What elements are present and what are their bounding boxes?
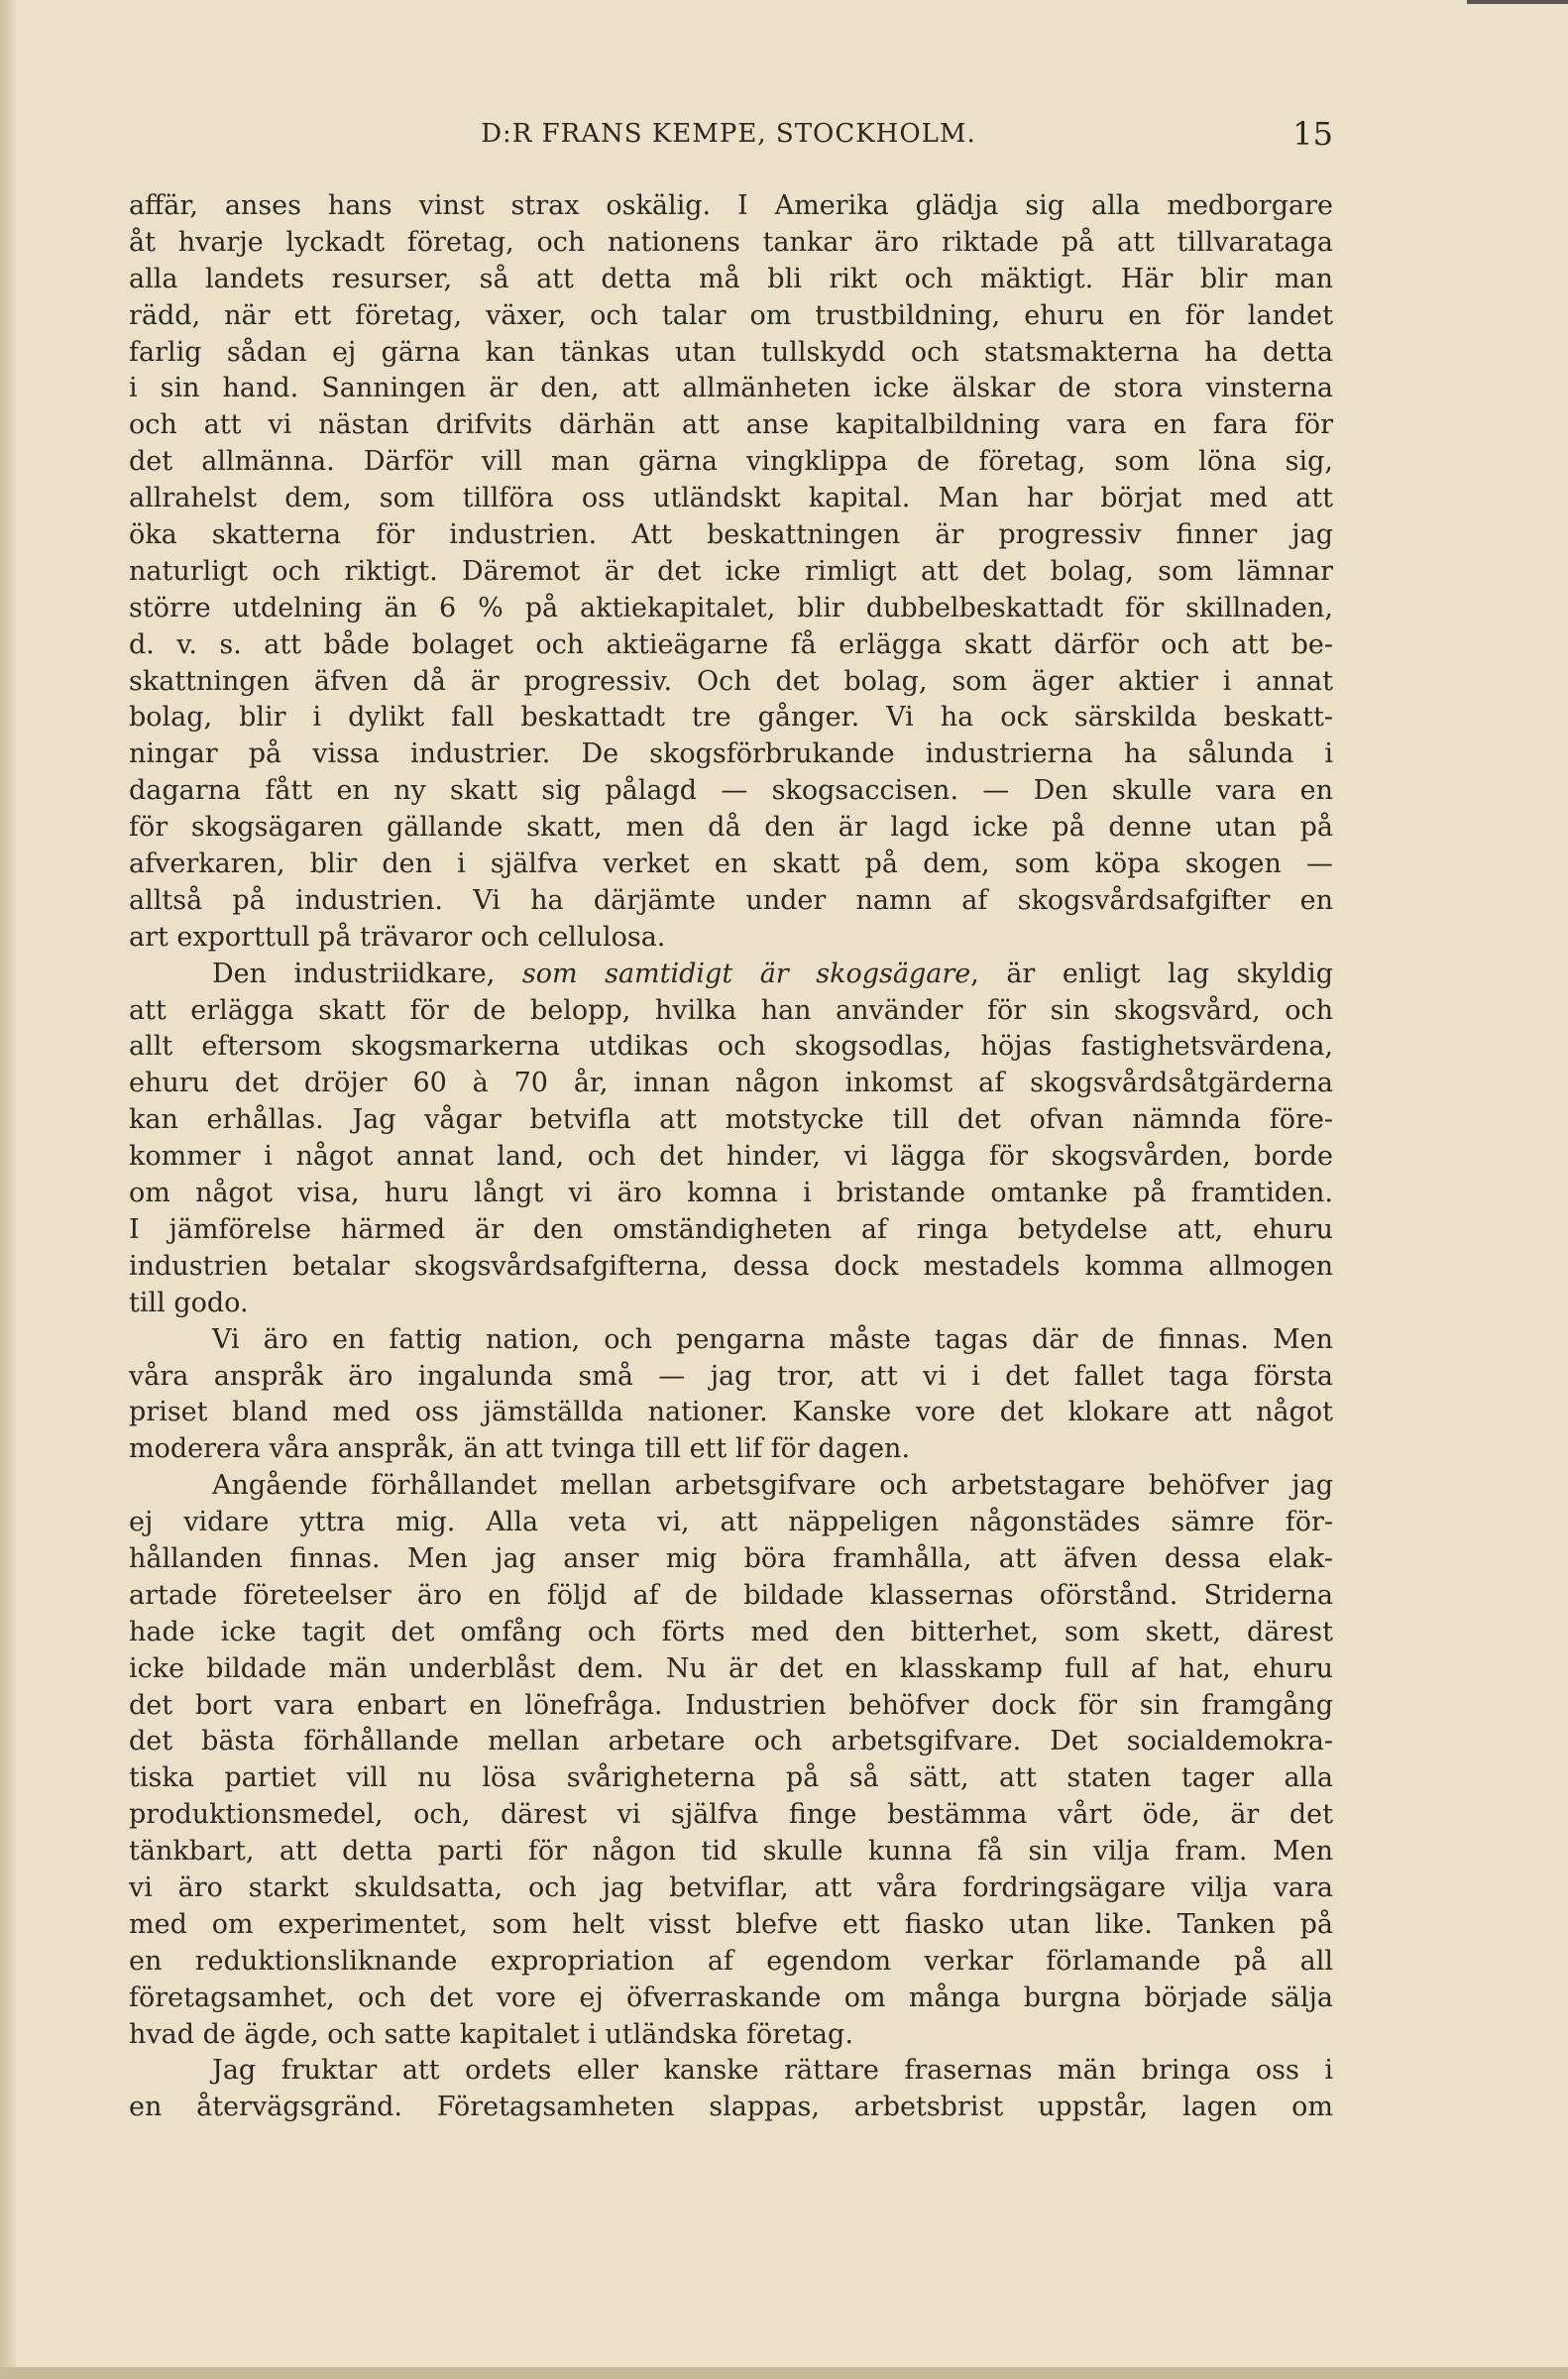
paragraph-4 xyxy=(129,1468,1333,2053)
text-line: industrien betalar skogsvårdsafgifterna, dessa dock mestadels komma allmogen xyxy=(129,1250,1333,1282)
text-line: med om experimentet, som helt visst blefve ett fiasko utan like. Tanken på xyxy=(129,1908,1333,1940)
text-line: bolag, blir i dylikt fall beskattadt tre gånger. Vi ha ock särskilda beskatt- xyxy=(129,702,1333,734)
text-line: alltså på industrien. Vi ha därjämte under namn af skogsvårdsafgifter en xyxy=(129,884,1333,916)
text-line: art exporttull på trävaror och cellulosa. xyxy=(129,921,666,953)
text-line: företagsamhet, och det vore ej öfverraskande om många burgna började sälja xyxy=(129,1982,1333,2013)
text-line: ehuru det dröjer 60 à 70 år, innan någon inkomst af skogsvårdsåtgärderna xyxy=(129,1068,1333,1099)
text-line: ningar på vissa industrier. De skogsförbrukande industrierna ha sålunda i xyxy=(129,738,1333,770)
paragraph-5 xyxy=(129,2053,1333,2126)
text-line: artade företeelser äro en följd af de bildade klassernas oförstånd. Striderna xyxy=(129,1579,1333,1611)
text-line: det allmänna. Därför vill man gärna vingklippa de företag, som löna sig, xyxy=(129,446,1333,478)
text-line: icke bildade män underblåst dem. Nu är det en klasskamp full af hat, ehuru xyxy=(129,1652,1333,1684)
text-line: afverkaren, blir den i själfva verket en skatt på dem, som köpa skogen — xyxy=(129,849,1333,880)
text-line: det bort vara enbart en lönefråga. Industrien behöfver dock för sin framgång xyxy=(129,1689,1333,1721)
text-line: kommer i något annat land, och det hinder, vi lägga för skogsvården, borde xyxy=(129,1141,1333,1173)
text-line: I jämförelse härmed är den omständigheten af ringa betydelse att, ehuru xyxy=(129,1213,1333,1245)
running-head: D:R FRANS KEMPE, STOCKHOLM. xyxy=(481,119,976,149)
text-line: och att vi nästan drifvits därhän att anse kapitalbildning vara en fara för xyxy=(129,409,1333,441)
text-line: produktionsmedel, och, därest vi själfva finge bestämma vårt öde, är det xyxy=(129,1799,1333,1831)
top-edge-rule xyxy=(1467,0,1568,4)
text-line: för skogsägaren gällande skatt, men då den är lagd icke på denne utan på xyxy=(129,812,1333,844)
page-gutter-shadow xyxy=(0,0,16,2379)
text-line: större utdelning än 6 % på aktiekapitalet, blir dubbelbeskattadt för skillnaden, xyxy=(129,592,1333,623)
text-line: allt eftersom skogsmarkerna utdikas och skogsodlas, höjas fastighetsvärdena, xyxy=(129,1031,1333,1063)
paragraph-2 xyxy=(129,957,1333,1322)
text-line: hade icke tagit det omfång och förts med den bitterhet, som skett, därest xyxy=(129,1616,1333,1647)
text-span: , är enligt lag skyldig xyxy=(970,958,1333,989)
text-line: vi äro starkt skuldsatta, och jag betviflar, att våra fordringsägare vilja vara xyxy=(129,1871,1333,1903)
text-line: Vi äro en fattig nation, och pengarna måste tagas där de finnas. Men xyxy=(212,1323,1333,1355)
text-line: öka skatterna för industrien. Att beskattningen är progressiv finner jag xyxy=(129,519,1333,551)
text-line: att erlägga skatt för de belopp, hvilka han använder för sin skogsvård, och xyxy=(129,994,1333,1026)
paragraph-3 xyxy=(129,1322,1333,1469)
text-line: åt hvarje lyckadt företag, och nationens tankar äro riktade på att tillvaratagа xyxy=(129,226,1333,258)
text-span: Den industriidkare, xyxy=(212,958,522,989)
text-line: allrahelst dem, som tillföra oss utländskt kapital. Man har börjat med att xyxy=(129,483,1333,514)
text-line: ej vidare yttra mig. Alla veta vi, att näppeligen någonstädes sämre för- xyxy=(129,1507,1333,1538)
text-line: hållanden finnas. Men jag anser mig böra framhålla, att äfven dessa elak- xyxy=(129,1542,1333,1574)
text-line: d. v. s. att både bolaget och aktieägarne få erlägga skatt därför och att be- xyxy=(129,628,1333,660)
paragraph-1 xyxy=(129,188,1333,957)
text-line: en reduktionsliknande expropriation af egendom verkar förlamande på all xyxy=(129,1945,1333,1977)
text-line: priset bland med oss jämställda nationer. Kanske vore det klokare att något xyxy=(129,1397,1333,1428)
text-line: dagarna fått en ny skatt sig pålagd — skogsaccisen. — Den skulle vara en xyxy=(129,775,1333,807)
body-text xyxy=(129,188,1333,2126)
text-line: skattningen äfven då är progressiv. Och det bolag, som äger aktier i annat xyxy=(129,665,1333,697)
text-line xyxy=(129,957,1333,993)
text-line: alla landets resurser, så att detta må bli rikt och mäktigt. Här blir man xyxy=(129,263,1333,294)
text-line: det bästa förhållande mellan arbetare och arbetsgifvare. Det socialdemokra- xyxy=(129,1726,1333,1757)
text-line: i sin hand. Sanningen är den, att allmänheten icke älskar de stora vinsterna xyxy=(129,373,1333,404)
text-line: tiska partiet vill nu lösa svårigheterna på så sätt, att staten tager alla xyxy=(129,1762,1333,1794)
text-line: farlig sådan ej gärna kan tänkas utan tullskydd och statsmakterna ha detta xyxy=(129,336,1333,368)
bottom-page-edge xyxy=(0,2367,1568,2379)
text-line: affär, anses hans vinst strax oskälig. I Amerika glädja sig alla medborgare xyxy=(129,190,1333,221)
page-number: 15 xyxy=(1292,115,1333,153)
text-line: om något visa, huru långt vi äro komna i bristande omtanke på framtiden. xyxy=(129,1178,1333,1209)
text-line: en återvägsgränd. Företagsamheten slappas, arbetsbrist uppstår, lagen om xyxy=(129,2092,1333,2123)
text-line: Angående förhållandet mellan arbetsgifvare och arbetstagare behöfver jag xyxy=(212,1470,1333,1502)
text-line: till godo. xyxy=(129,1287,249,1318)
text-line: kan erhållas. Jag vågar betvifla att motstycke till det ofvan nämnda före- xyxy=(129,1104,1333,1136)
italic-emphasis: som samtidigt är skogsägare xyxy=(521,958,971,989)
text-line: hvad de ägde, och satte kapitalet i utländska företag. xyxy=(129,2018,853,2050)
text-line: tänkbart, att detta parti för någon tid skulle kunna få sin vilja fram. Men xyxy=(129,1836,1333,1868)
text-line: våra anspråk äro ingalunda små — jag tror, att vi i det fallet taga första xyxy=(129,1360,1333,1392)
page-header xyxy=(124,111,1333,157)
text-line: rädd, när ett företag, växer, och talar om trustbildning, ehuru en för landet xyxy=(129,299,1333,331)
text-line: moderera våra anspråk, än att tvinga till ett lif för dagen. xyxy=(129,1433,911,1465)
text-line: naturligt och riktigt. Däremot är det icke rimligt att det bolag, som lämnar xyxy=(129,555,1333,587)
text-line: Jag fruktar att ordets eller kanske rättare frasernas män bringa oss i xyxy=(212,2055,1333,2087)
